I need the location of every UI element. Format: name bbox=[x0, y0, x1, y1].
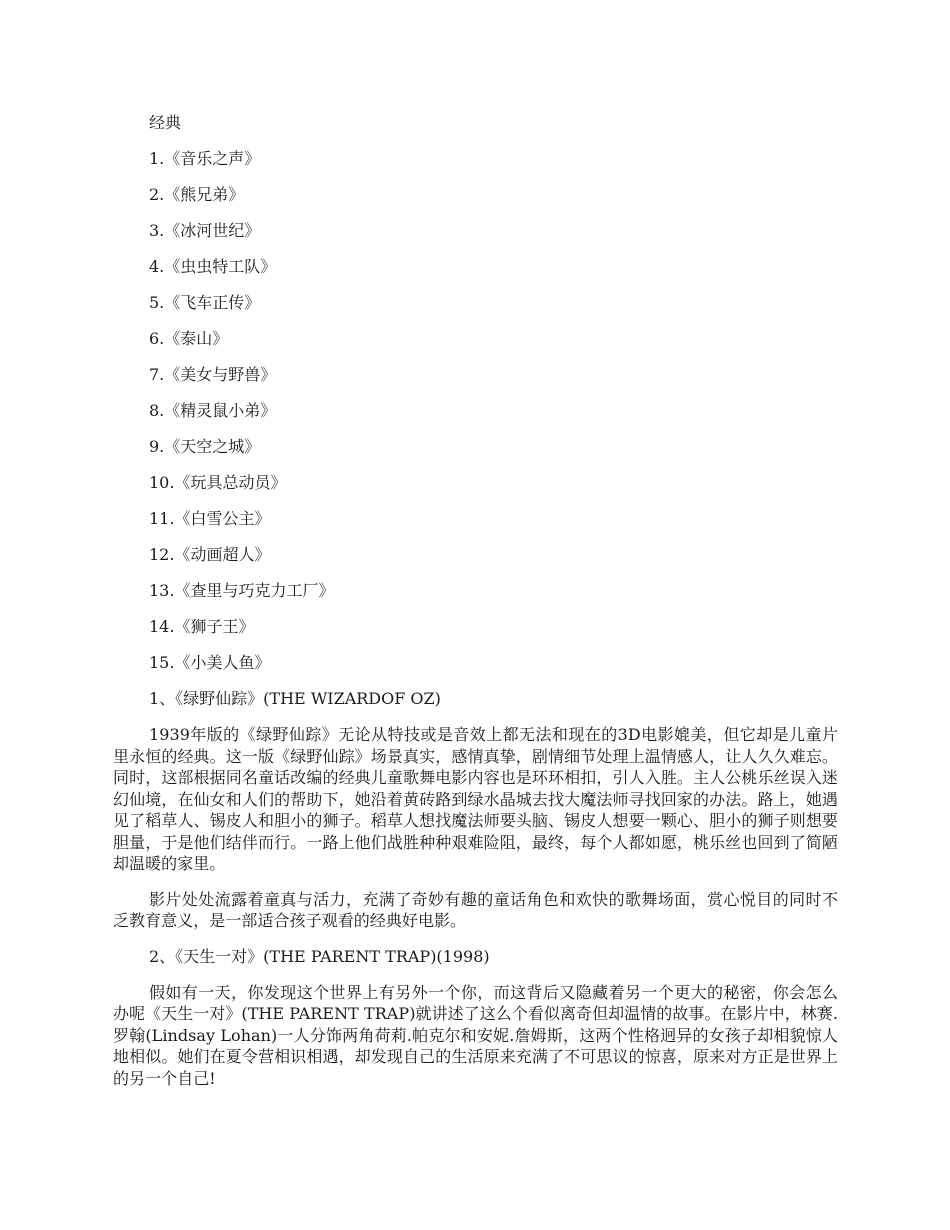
list-item: 7.《美女与野兽》 bbox=[149, 365, 277, 384]
list-item: 4.《虫虫特工队》 bbox=[149, 257, 277, 276]
list-item: 10.《玩具总动员》 bbox=[149, 473, 287, 492]
movie-list bbox=[113, 148, 838, 674]
list-item: 1.《音乐之声》 bbox=[149, 149, 261, 168]
list-item: 8.《精灵鼠小弟》 bbox=[149, 401, 277, 420]
section-1-paragraph-1: 1939年版的《绿野仙踪》无论从特技或是音效上都无法和现在的3D电影媲美，但它却是儿童片里永恒的经典。这一版《绿野仙踪》场景真实，感情真挚，剧情细节处理上温情感人，让人久久难忘。同时，这部根据同名童话改编的经典儿童歌舞电影内容也是环环相扣，引人入胜。主人公桃乐丝误入迷幻仙境，在仙女和人们的帮助下，她沿着黄砖路到绿水晶城去找大魔法师寻找回家的办法。路上，她遇见了稻草人、锡皮人和胆小的狮子。稻草人想找魔法师要头脑、锡皮人想要一颗心、胆小的狮子则想要胆量，于是他们结伴而行。一路上他们战胜种种艰难险阻，最终，每个人都如愿，桃乐丝也回到了简陋却温暖的家里。 bbox=[113, 725, 838, 873]
section-2-paragraph-1: 假如有一天，你发现这个世界上有另外一个你，而这背后又隐藏着另一个更大的秘密，你会怎么办呢《天生一对》(THE PARENT TRAP)就讲述了这么个看似离奇但却温情的故事。在影片中，林赛.罗翰(Lindsay Lohan)一人分饰两角荷莉.帕克尔和安妮.詹姆斯，这两个性格迥异的女孩子却相貌惊人地相似。她们在夏令营相识相遇，却发现自己的生活原来充满了不可思议的惊喜，原来对方正是世界上的另一个自己! bbox=[113, 982, 838, 1088]
list-item: 3.《冰河世纪》 bbox=[149, 221, 261, 240]
section-2-title: 2、《天生一对》(THE PARENT TRAP)(1998) bbox=[149, 946, 490, 966]
section-1-paragraph-2: 影片处处流露着童真与活力，充满了奇妙有趣的童话角色和欢快的歌舞场面，赏心悦目的同时不乏教育意义，是一部适合孩子观看的经典好电影。 bbox=[113, 889, 838, 930]
list-item: 6.《泰山》 bbox=[149, 329, 229, 348]
list-item: 9.《天空之城》 bbox=[149, 437, 261, 456]
section-1-title: 1、《绿野仙踪》(THE WIZARDOF OZ) bbox=[149, 689, 441, 708]
list-item: 13.《查里与巧克力工厂》 bbox=[149, 581, 335, 600]
list-item: 11.《白雪公主》 bbox=[149, 509, 271, 528]
list-item: 14.《狮子王》 bbox=[149, 617, 255, 636]
list-item: 12.《动画超人》 bbox=[149, 545, 271, 564]
list-item: 5.《飞车正传》 bbox=[149, 293, 261, 312]
list-item: 2.《熊兄弟》 bbox=[149, 185, 245, 204]
document-heading: 经典 bbox=[149, 113, 182, 132]
list-item: 15.《小美人鱼》 bbox=[149, 653, 271, 672]
